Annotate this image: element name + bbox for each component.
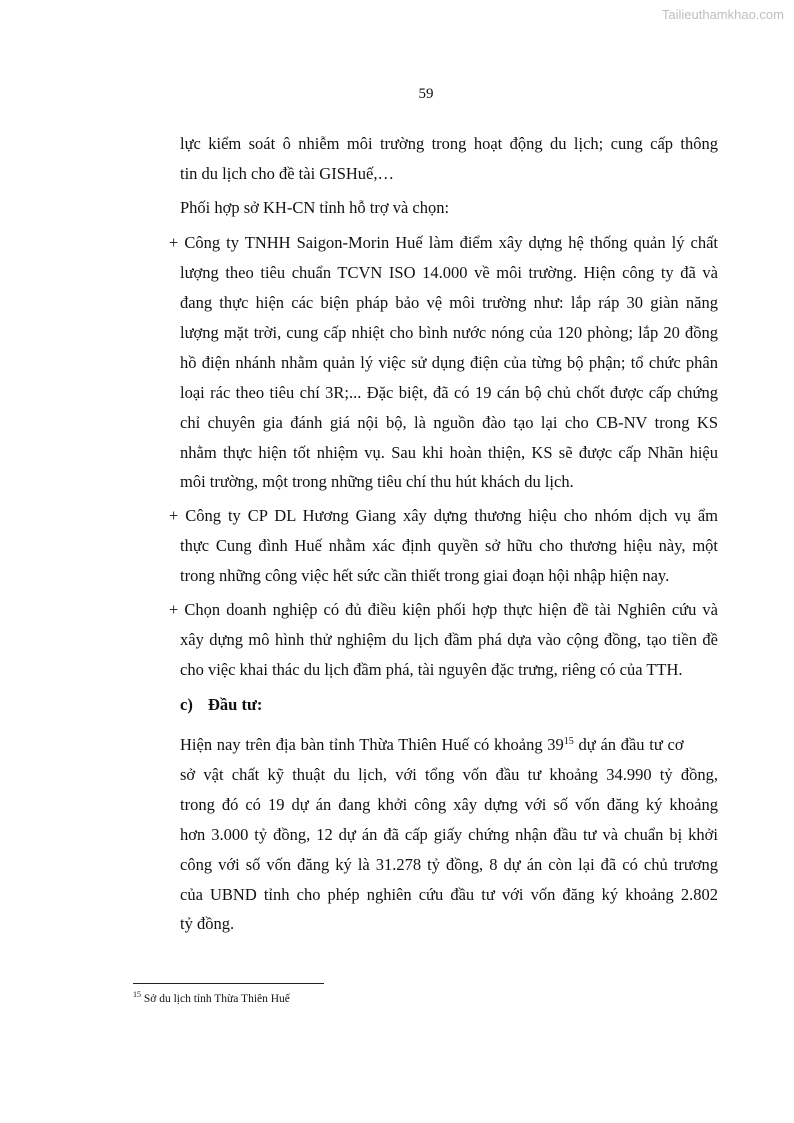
section-heading-text: Đầu tư: xyxy=(208,695,263,714)
body-line: lực kiểm soát ô nhiễm môi trường trong hoạt động du lịch; cung cấp thông xyxy=(180,134,718,153)
footnote-text: Sở du lịch tỉnh Thừa Thiên Huế xyxy=(143,993,290,1005)
page-number: 59 xyxy=(418,86,434,102)
body-line: sở vật chất kỹ thuật du lịch, với tổng vốn đầu tư khoảng 34.990 tỷ đồng, xyxy=(180,765,718,784)
body-line: công với số vốn đăng ký là 31.278 tỷ đồng, 8 dự án còn lại đã có chủ trương xyxy=(180,855,718,874)
footnote xyxy=(133,990,290,1005)
body-line: trong những công việc hết sức cần thiết trong giai đoạn hội nhập hiện nay. xyxy=(180,566,670,585)
body-line: đang thực hiện các biện pháp bảo vệ môi trường như: lắp ráp 30 giàn năng xyxy=(180,293,718,312)
body-line xyxy=(180,735,684,755)
body-line: hơn 3.000 tỷ đồng, 12 dự án đã cấp giấy chứng nhận đầu tư và chuẩn bị khởi xyxy=(180,825,718,844)
body-line-text: Hiện nay trên địa bàn tỉnh Thừa Thiên Huế có khoảng 39 xyxy=(180,735,564,754)
body-line: chỉ chuyên gia đánh giá nội bộ, là nguồn đào tạo lại cho CB-NV trong KS xyxy=(180,413,718,432)
body-line: lượng theo tiêu chuẩn TCVN ISO 14.000 về môi trường. Hiện công ty đã và xyxy=(180,263,718,282)
body-line: Phối hợp sở KH-CN tỉnh hỗ trợ và chọn: xyxy=(180,198,450,217)
body-line: + Chọn doanh nghiệp có đủ điều kiện phối hợp thực hiện đề tài Nghiên cứu và xyxy=(169,600,718,619)
body-line: hồ điện nhánh nhằm quản lý việc sử dụng điện của từng bộ phận; tổ chức phân xyxy=(180,353,718,372)
watermark: Tailieuthamkhao.com xyxy=(661,7,784,22)
body-line: môi trường, một trong những tiêu chí thu hút khách du lịch. xyxy=(180,472,574,491)
body-line-text: dự án đầu tư cơ xyxy=(573,735,684,754)
body-line: của UBND tỉnh cho phép nghiên cứu đầu tư với vốn đăng ký khoảng 2.802 xyxy=(180,885,718,904)
footnote-mark: 15 xyxy=(133,990,141,999)
body-line: + Công ty CP DL Hương Giang xây dựng thương hiệu cho nhóm dịch vụ ẩm xyxy=(169,506,718,525)
body-line: lượng mặt trời, cung cấp nhiệt cho bình nước nóng của 120 phòng; lắp 20 đồng xyxy=(180,323,718,342)
body-line: + Công ty TNHH Saigon-Morin Huế làm điểm xây dựng hệ thống quản lý chất xyxy=(169,233,718,252)
body-line: tỷ đồng. xyxy=(180,914,235,933)
body-line: thực Cung đình Huế nhằm xác định quyền sở hữu cho thương hiệu này, một xyxy=(180,536,718,555)
footnote-separator xyxy=(133,983,324,984)
section-heading xyxy=(180,695,262,715)
body-line: xây dựng mô hình thử nghiệm du lịch đầm phá dựa vào cộng đồng, tạo tiền đề xyxy=(180,630,718,649)
body-line: tin du lịch cho đề tài GISHuế,… xyxy=(180,164,395,183)
body-line: nhằm thực hiện tốt nhiệm vụ. Sau khi hoàn thiện, KS sẽ được cấp Nhãn hiệu xyxy=(180,443,718,462)
body-line: loại rác theo tiêu chí 3R;... Đặc biệt, đã có 19 cán bộ chủ chốt được cấp chứng xyxy=(180,383,718,402)
body-line: trong đó có 19 dự án đang khởi công xây dựng với số vốn đăng ký khoảng xyxy=(180,795,718,814)
footnote-reference: 15 xyxy=(563,736,574,747)
section-heading-label: c) xyxy=(180,695,193,714)
body-line: cho việc khai thác du lịch đầm phá, tài nguyên đặc trưng, riêng có của TTH. xyxy=(180,660,683,679)
